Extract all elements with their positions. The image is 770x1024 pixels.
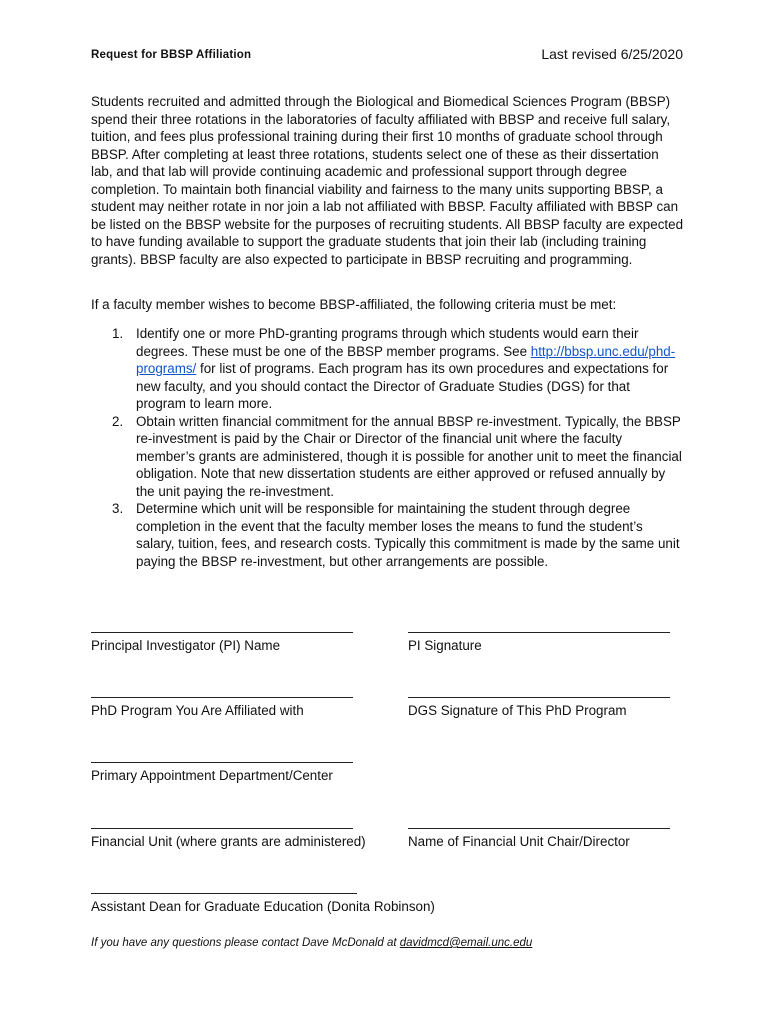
- form-title: Request for BBSP Affiliation: [91, 49, 252, 61]
- criteria-list: [91, 325, 683, 570]
- signature-line: [91, 828, 353, 829]
- criteria-number: 2.: [112, 413, 124, 429]
- pi-name-field[interactable]: [91, 632, 353, 654]
- assistant-dean-label: Assistant Dean for Graduate Education (Donita Robinson): [91, 899, 435, 914]
- criteria-text: Determine which unit will be responsible for maintaining the student through degree completion in the event that the faculty member loses the means to fund the student’s salary, tuition, fees, and research costs. Typically this commitment is made by the same unit paying the BBSP re-investment, but other arrangements are possible.: [136, 501, 680, 569]
- signature-line: [408, 697, 670, 698]
- criteria-item: [91, 325, 683, 413]
- criteria-number: 1.: [112, 326, 124, 341]
- phd-programs-link[interactable]: http://bbsp.unc.edu/phd-programs/: [136, 343, 676, 376]
- criteria-item: [91, 413, 683, 501]
- financial-unit-field[interactable]: [91, 828, 366, 850]
- assistant-dean-field[interactable]: [91, 893, 435, 915]
- dgs-signature-field[interactable]: [408, 697, 670, 719]
- criteria-intro: If a faculty member wishes to become BBSP-affiliated, the following criteria must be met:: [91, 297, 617, 312]
- criteria-text: for list of programs. Each program has its own procedures and expectations for new faculty, and you should contact the Director of Graduate Studies (DGS) for that program to learn more.: [136, 361, 669, 411]
- contact-footer: [91, 937, 683, 949]
- signature-line: [91, 697, 353, 698]
- signature-line: [91, 632, 353, 633]
- contact-text: If you have any questions please contact Dave McDonald at: [91, 937, 400, 949]
- phd-program-field[interactable]: [91, 697, 353, 719]
- signature-line: [408, 828, 670, 829]
- criteria-text: Obtain written financial commitment for the annual BBSP re-investment. Typically, the BBSP re-investment is paid by the Chair or Director of the financial unit where the faculty member’s grants are administered, though it is possible for another unit to meet the financial obligation. Note that new dissertation students are either approved or refused annually by the unit paying the re-investment.: [136, 413, 682, 499]
- financial-unit-chair-label: Name of Financial Unit Chair/Director: [408, 834, 630, 849]
- pi-signature-field[interactable]: [408, 632, 670, 654]
- primary-appointment-field[interactable]: [91, 762, 353, 784]
- criteria-number: 3.: [112, 501, 124, 516]
- document-header: [91, 46, 683, 66]
- signature-line: [91, 893, 357, 894]
- criteria-item: [91, 500, 683, 570]
- dgs-signature-label: DGS Signature of This PhD Program: [408, 703, 627, 718]
- criteria-text: Identify one or more PhD-granting programs through which students would earn their degrees. These must be one of the BBSP member programs. See: [136, 326, 639, 359]
- signature-line: [408, 632, 670, 633]
- revision-date: Last revised 6/25/2020: [541, 46, 683, 62]
- contact-email-link[interactable]: davidmcd@email.unc.edu: [399, 937, 533, 949]
- phd-program-label: PhD Program You Are Affiliated with: [91, 703, 304, 718]
- financial-unit-chair-field[interactable]: [408, 828, 670, 850]
- signature-line: [91, 762, 353, 763]
- primary-appointment-label: Primary Appointment Department/Center: [91, 768, 333, 783]
- pi-name-label: Principal Investigator (PI) Name: [91, 638, 281, 653]
- pi-signature-label: PI Signature: [408, 638, 482, 653]
- financial-unit-label: Financial Unit (where grants are administered): [91, 834, 366, 849]
- intro-paragraph: Students recruited and admitted through the Biological and Biomedical Sciences Program (BBSP) spend their three rotations in the laboratories of faculty affiliated with BBSP and receive full salary, tuition, and fees plus professional training during their first 10 months of graduate school through BBSP. After completing at least three rotations, students select one of these as their dissertation lab, and that lab will provide continuing academic and professional support through degree completion. To maintain both financial viability and fairness to the many units supporting BBSP, a student may neither rotate in nor join a lab not affiliated with BBSP. Faculty affiliated with BBSP can be listed on the BBSP website for the purposes of recruiting students. All BBSP faculty are expected to have funding available to support the graduate students that join their lab (including training grants). BBSP faculty are also expected to participate in BBSP recruiting and programming.: [91, 94, 684, 267]
